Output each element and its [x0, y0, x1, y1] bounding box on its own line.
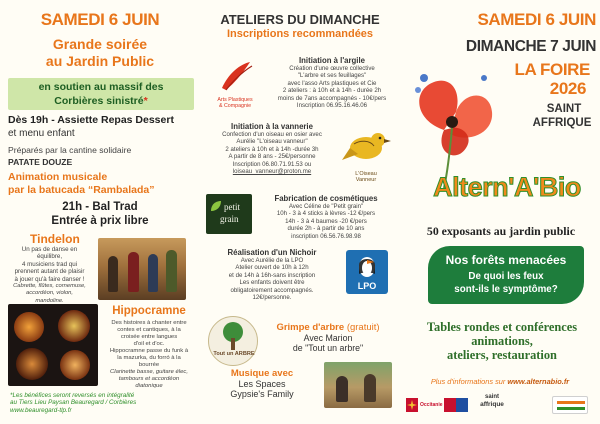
support-banner	[8, 78, 194, 110]
musique-title: Musique avec	[230, 368, 294, 379]
oiseau-vanneur-logo	[340, 126, 392, 182]
partner-logo-extra	[552, 396, 588, 414]
repas-time: Dès 19h - Assiette Repas Dessert	[8, 114, 174, 126]
argile-text	[264, 65, 400, 109]
repas-menu: et menu enfant	[8, 128, 75, 139]
cantine-name: PATATE DOUZE	[8, 157, 73, 167]
oiseau-logo-line: Vanneur	[355, 177, 377, 183]
grimpe-block	[256, 322, 400, 353]
tindelon-photo	[98, 238, 186, 300]
right-foire: LA FOIRE	[514, 60, 590, 79]
petit-grain-line: petit	[224, 202, 240, 212]
brush-stroke-icon	[206, 58, 264, 92]
nichoir-line: 12€/personne.	[252, 294, 292, 302]
musique-line: Les Spaces	[238, 379, 286, 389]
vannerie-block	[204, 122, 340, 175]
argile-line: avec l'asso Arts plastiques et Cie	[287, 79, 377, 87]
tables-line: Tables rondes et conférences	[426, 320, 578, 334]
right-year: 2026	[549, 79, 586, 98]
footnote-line: *Les bénéfices seront reversés en intégralité	[10, 392, 135, 399]
oiseau-logo-line: L'Oiseau	[355, 171, 377, 177]
partner-logos	[400, 392, 600, 420]
vannerie-title: Initiation à la vannerie	[231, 122, 313, 131]
tindelon-instr-line: mandoline.	[35, 297, 64, 304]
info-link[interactable]: www.alternabio.fr	[507, 377, 570, 386]
grimpe-line: Avec Marion	[303, 333, 353, 343]
argile-title: Initiation à l'argile	[299, 56, 365, 65]
support-line2: Corbières sinistré	[54, 95, 144, 107]
info-label: Plus d'informations sur	[430, 377, 508, 386]
vannerie-line: Confection d'un oiseau en osier avec	[222, 131, 322, 138]
hippo-desc-line: croisée entre langues	[120, 334, 178, 340]
anim-line1: Animation musicale	[8, 171, 108, 183]
grimpe-title: Grimpe d'arbre	[276, 322, 345, 333]
petit-grain-logo	[206, 194, 252, 234]
vannerie-line: Aurélie "L'oiseau vanneur"	[236, 138, 308, 146]
bird-icon	[340, 126, 392, 166]
hippo-desc-line: la mazurka, du forró à la	[117, 355, 181, 361]
nichoir-line: et de 14h à 16h-sans inscription	[228, 271, 316, 279]
cosme-line: Avec Céline de "Petit grain"	[288, 203, 364, 210]
hippo-photo	[8, 304, 98, 386]
saint-affrique-line: saint	[484, 394, 499, 400]
cosme-line: durée 2h - à partir de 10 ans	[287, 225, 365, 233]
hippo-instr-line: diatonique	[135, 383, 163, 389]
tindelon-desc	[2, 246, 97, 305]
info-line	[400, 377, 600, 386]
footnote-line: au Tiers Lieu Paysan Beauregard / Corbières	[10, 399, 137, 407]
grimpe-title-wrap	[256, 322, 400, 333]
grimpe-line: de "Tout un arbre"	[292, 343, 364, 353]
tindelon-instr-line: accordéon, violon,	[25, 290, 74, 297]
nichoir-text	[204, 257, 340, 301]
hippo-desc-line: Hippocramne passe du funk à	[109, 348, 189, 354]
support-star: *	[143, 95, 148, 107]
region-flag	[444, 398, 468, 412]
vannerie-line: A partir de 8 ans - 25€/personne	[228, 153, 316, 161]
tindelon-desc-line: à jouer qu'à faire danser !	[14, 275, 85, 283]
puffin-icon	[352, 252, 382, 278]
tindelon-desc-line: 4 musiciens trad qui	[21, 260, 78, 268]
exposants: 50 exposants au jardin public	[426, 224, 576, 238]
asc-logo	[206, 58, 264, 108]
soiree-line1: Grande soirée	[52, 36, 148, 52]
tree-icon	[216, 321, 250, 351]
nichoir-line: Atelier ouvert de 10h à 12h	[235, 264, 309, 272]
tindelon-desc-line: équilibre,	[36, 253, 63, 261]
tout-un-arbre-label: Tout un ARBRE	[213, 351, 255, 357]
right-city1: SAINT	[546, 103, 582, 115]
cosme-block	[256, 194, 396, 240]
musique-block	[212, 368, 312, 399]
soiree-line2: au Jardin Public	[45, 53, 155, 69]
tindelon-desc-line: Un pas de danse en	[21, 246, 78, 253]
cosme-text	[256, 203, 396, 240]
vannerie-line: 2 ateliers à 10h et à 14h -durée 3h	[225, 145, 319, 153]
poppy-flower-icon	[404, 60, 504, 190]
tables-line: animations,	[471, 334, 533, 348]
lpo-label: LPO	[357, 281, 377, 291]
occitan-cross-icon	[407, 400, 417, 410]
occitanie-logo	[406, 398, 443, 414]
bal-line1: 21h - Bal Trad	[62, 201, 138, 213]
grimpe-gratuit: (gratuit)	[346, 322, 380, 333]
forets-title: Nos forêts menacées	[445, 253, 567, 267]
tout-un-arbre-logo	[208, 316, 258, 366]
bal-line2: Entrée à prix libre	[51, 215, 149, 227]
lpo-logo	[346, 250, 388, 294]
petit-grain-line: grain	[220, 214, 239, 224]
ateliers-subtitle: Inscriptions recommandées	[226, 28, 374, 40]
musique-photo	[324, 362, 392, 408]
nichoir-line: Les enfants doivent être	[239, 279, 305, 287]
hippo-desc-line: Des histoires à chanter entre	[111, 320, 187, 326]
tables-line: ateliers, restauration	[447, 348, 557, 362]
argile-block	[264, 56, 400, 109]
forets-badge	[428, 246, 584, 304]
cosme-line: 14h - 3 à 4 baumes -20 €/pers	[285, 217, 367, 225]
right-dimanche: DIMANCHE 7 JUIN	[465, 38, 596, 55]
forets-q1: De quoi les feux	[468, 271, 544, 282]
argile-line: "L'arbre et ses feuillages"	[297, 72, 367, 80]
hippo-desc-line: contes et cantiques, à la	[117, 327, 181, 333]
hippo-desc-line: d'oil et d'oc.	[133, 341, 165, 347]
middle-column	[200, 0, 400, 424]
argile-line: Inscription 06.95.16.46.06	[296, 102, 368, 110]
asc-logo-line: & Compagnie	[218, 103, 252, 109]
cantine-line1: Préparés par la cantine solidaire	[8, 145, 132, 155]
saint-affrique-line: affrique	[480, 401, 504, 408]
asc-logo-line: Arts Plastiques	[217, 97, 253, 103]
hippo-title: Hippocramne	[112, 305, 186, 317]
brand-logo: Altern'A'Bio	[433, 172, 581, 202]
footnote	[10, 392, 200, 414]
leaf-icon	[209, 199, 223, 213]
argile-line: 2 ateliers : à 10h et à 14h - durée 2h	[282, 87, 382, 95]
nichoir-title: Réalisation d'un Nichoir	[227, 248, 317, 257]
support-line1: en soutien au massif des	[38, 81, 164, 93]
poppy-illustration	[404, 60, 504, 190]
nichoir-line: obligatoirement accompagnés.	[230, 286, 314, 294]
right-samedi: SAMEDI 6 JUIN	[477, 10, 596, 29]
footnote-link[interactable]: www.beauregard-tlp.fr	[10, 406, 72, 414]
cosme-line: 10h - 3 à 4 sticks à lèvres -12 €/pers	[276, 210, 376, 218]
left-column	[0, 0, 200, 424]
left-date: SAMEDI 6 JUIN	[40, 10, 160, 29]
ateliers-title: ATELIERS DU DIMANCHE	[220, 12, 380, 27]
vannerie-text	[204, 131, 340, 175]
musique-line: Gypsie's Family	[230, 389, 294, 399]
tindelon-desc-line: prennent autant de plaisir	[14, 268, 85, 276]
tindelon-instr-line: Cabrette, flûtes, cornemuse,	[13, 283, 86, 290]
vannerie-line: Inscription 06.80.71.91.53 ou	[232, 160, 312, 168]
support-line2-wrap	[8, 95, 194, 107]
tindelon-title: Tindelon	[30, 232, 80, 246]
argile-line: Création d'une œuvre collective	[289, 65, 375, 72]
cosme-title: Fabrication de cosmétiques	[274, 194, 378, 203]
cosme-line: inscription 06.56.76.98.98	[291, 232, 361, 240]
hippo-instr-line: Clarinette basse, guitare élec,	[110, 369, 188, 375]
hippo-desc-line: bourrée	[138, 362, 160, 368]
tables-block	[404, 320, 600, 362]
right-column	[400, 0, 600, 424]
anim-line2: par la batucada “Rambalada”	[8, 184, 155, 196]
occitanie-label: Occitanie	[420, 402, 443, 408]
nichoir-line: Avec Aurélie de la LPO	[240, 257, 304, 264]
hippo-instr-line: tambours et accordéon	[118, 376, 180, 382]
right-city2: AFFRIQUE	[532, 117, 592, 129]
nichoir-block	[204, 248, 340, 301]
argile-line: moins de 7ans accompagnés - 10€/pers	[277, 94, 387, 102]
saint-affrique-logo	[472, 394, 512, 416]
forets-q2: sont-ils le symptôme?	[454, 284, 558, 295]
hippo-desc	[98, 320, 200, 390]
vannerie-email[interactable]: loiseau_vanneur@proton.me	[232, 168, 312, 176]
